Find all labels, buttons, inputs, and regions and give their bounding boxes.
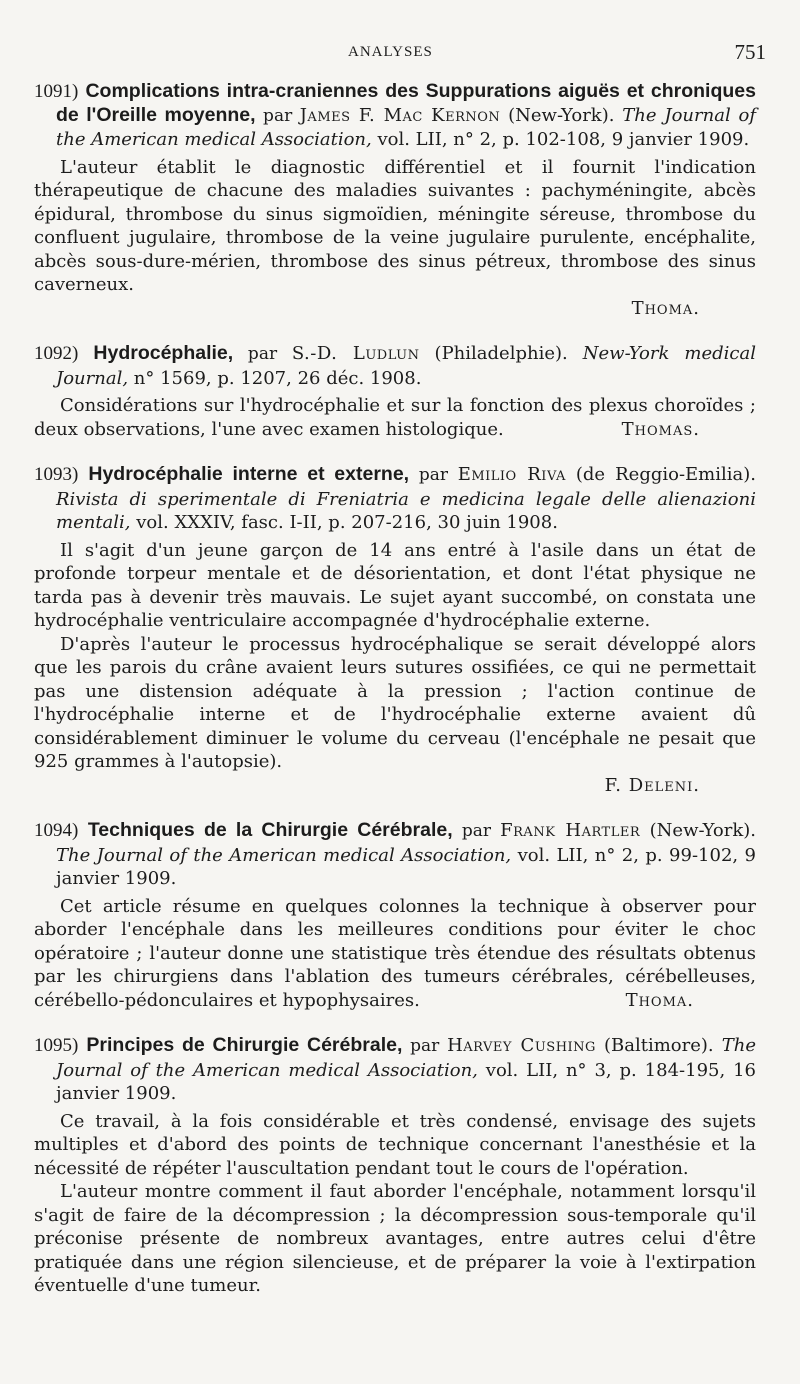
running-head: ANALYSES bbox=[348, 44, 433, 60]
entry-signature: F. Deleni. bbox=[604, 774, 700, 796]
entry-signature: Thomas. bbox=[621, 418, 700, 440]
entry-paragraph-text: Considérations sur l'hydrocéphalie et sur la fonction des plexus choroïdes ; deux observations, l'une avec examen histologique. bbox=[34, 395, 756, 440]
entry-journal: The Journal of the American medical Association, bbox=[56, 104, 757, 150]
entry-number: 1095) bbox=[34, 1035, 79, 1056]
entry-author: Frank Hartler bbox=[500, 820, 641, 841]
entry-number: 1094) bbox=[34, 820, 79, 841]
entry-number: 1093) bbox=[34, 464, 79, 485]
entry-paragraph bbox=[34, 394, 756, 441]
page-number: 751 bbox=[734, 40, 766, 64]
entry-number: 1092) bbox=[34, 343, 79, 364]
entry-paragraph: Ce travail, à la fois considérable et très condensé, envisage des sujets multiples et d'abord des points de technique concernant l'anesthésie et la nécessité de répéter l'auscultation pendant tout le cours de l'opération. bbox=[34, 1110, 756, 1179]
entry-heading bbox=[34, 463, 756, 535]
entry-journal: Rivista di sperimentale di Freniatria e medicina legale delle alienazioni mentali, bbox=[56, 488, 756, 533]
entry-place: (Baltimore). bbox=[595, 1035, 722, 1056]
entry-reference: vol. LII, n° 2, p. 102-108, 9 janvier 1909. bbox=[371, 129, 750, 150]
entry-paragraph: L'auteur établit le diagnostic différentiel et il fournit l'indication thérapeutique de chacune des maladies suivantes : pachyméningite, abcès épidural, thrombose du sinus sigmoïdien, méningite séreuse, thrombose du confluent jugulaire, thrombose de la veine jugulaire purulente, encéphalite, abcès sous-dure-mérien, thrombose des sinus pétreux, thrombose des sinus caverneux. bbox=[34, 156, 756, 295]
entry-title: Principes de Chirurgie Cérébrale, bbox=[86, 1034, 403, 1056]
entry-paragraph: D'après l'auteur le processus hydrocéphalique se serait développé alors que les parois du crâne avaient leurs sutures ossifiées, ce qui ne permettait pas une distension adéquate à la pression ; l'action continue de l'hydrocéphalie interne et de l'hydrocéphalie externe avaient dû considérablement diminuer le volume du cerveau (l'encéphale ne pesait que 925 grammes à l'autopsie). bbox=[34, 633, 756, 772]
author-prefix: par bbox=[452, 821, 501, 841]
entry-author: Emilio Riva bbox=[457, 464, 566, 485]
entry-author: Harvey Cushing bbox=[447, 1035, 596, 1056]
entry-paragraph-text: Cet article résume en quelques colonnes la technique à observer pour aborder l'encéphale dans les meilleures conditions pour éviter le choc opératoire ; l'auteur donne une statistique très étendue des résultats obtenus par les chirurgiens dans l'ablation des tumeurs cérébrales, cérébelleuses, cérébello-pédonculaires et hypophysaires. bbox=[34, 895, 756, 1011]
abstract-entry-1093 bbox=[34, 463, 756, 797]
entry-heading bbox=[34, 342, 756, 390]
entry-reference: vol. LII, n° 3, p. 184-195, 16 janvier 1909. bbox=[56, 1059, 756, 1104]
entry-place: (Philadelphie). bbox=[419, 343, 583, 364]
entry-heading bbox=[34, 1034, 756, 1106]
abstract-entry-1095 bbox=[34, 1034, 756, 1298]
entry-heading bbox=[34, 80, 756, 152]
entry-title: Techniques de la Chirurgie Cérébrale, bbox=[87, 819, 453, 841]
entry-place: (New-York). bbox=[500, 104, 615, 126]
entry-reference: n° 1569, p. 1207, 26 déc. 1908. bbox=[128, 367, 422, 389]
abstract-entry-1091 bbox=[34, 80, 756, 320]
entry-journal: New-York medical Journal, bbox=[56, 343, 756, 389]
author-prefix: par bbox=[255, 105, 300, 126]
entry-author: James F. Mac Kernon bbox=[299, 104, 501, 126]
entry-journal: The Journal of the American medical Association, bbox=[56, 1035, 757, 1081]
entry-reference: vol. LII, n° 2, p. 99-102, 9 janvier 1909. bbox=[56, 844, 756, 889]
entry-title: Hydrocéphalie interne et externe, bbox=[88, 463, 410, 485]
entry-signature: Thoma. bbox=[625, 989, 694, 1011]
article-content bbox=[34, 80, 756, 1320]
entry-title: Hydrocéphalie, bbox=[93, 342, 234, 364]
author-prefix: par bbox=[402, 1036, 448, 1056]
entry-signature: Thoma. bbox=[631, 297, 700, 319]
author-prefix: par bbox=[409, 465, 458, 485]
entry-reference: vol. XXXIV, fasc. I-II, p. 207-216, 30 juin 1908. bbox=[130, 512, 558, 533]
entry-paragraph: L'auteur montre comment il faut aborder l'encéphale, notamment lorsqu'il s'agit de faire de la décompression ; la décompression sous-temporale qu'il préconise présente de nombreux avantages, entre autres celui d'être pratiquée dans une région silencieuse, et de préparer la voie à l'extirpation éventuelle d'une tumeur. bbox=[34, 1181, 756, 1296]
entry-title: Complications intra-craniennes des Suppurations aiguës et chroniques de l'Oreille moyenne, bbox=[56, 80, 756, 126]
abstract-entry-1094 bbox=[34, 819, 756, 1012]
abstract-entry-1092 bbox=[34, 342, 756, 441]
entry-paragraph: Il s'agit d'un jeune garçon de 14 ans entré à l'asile dans un état de profonde torpeur mentale et de désorientation, et dont l'état physique ne tarda pas à devenir très mauvais. Le sujet ayant succombé, on constata une hydrocéphalie ventriculaire accompagnée d'hydrocéphalie externe. bbox=[34, 539, 756, 631]
author-prefix: par bbox=[233, 344, 292, 364]
entry-place: (de Reggio-Emilia). bbox=[565, 464, 756, 485]
page-header bbox=[0, 40, 800, 64]
entry-journal: The Journal of the American medical Association, bbox=[56, 844, 512, 866]
entry-heading bbox=[34, 819, 756, 891]
entry-author: S.-D. Ludlun bbox=[291, 343, 420, 364]
entry-place: (New-York). bbox=[640, 820, 756, 841]
entry-paragraph bbox=[34, 895, 756, 1013]
entry-number: 1091) bbox=[34, 81, 79, 102]
